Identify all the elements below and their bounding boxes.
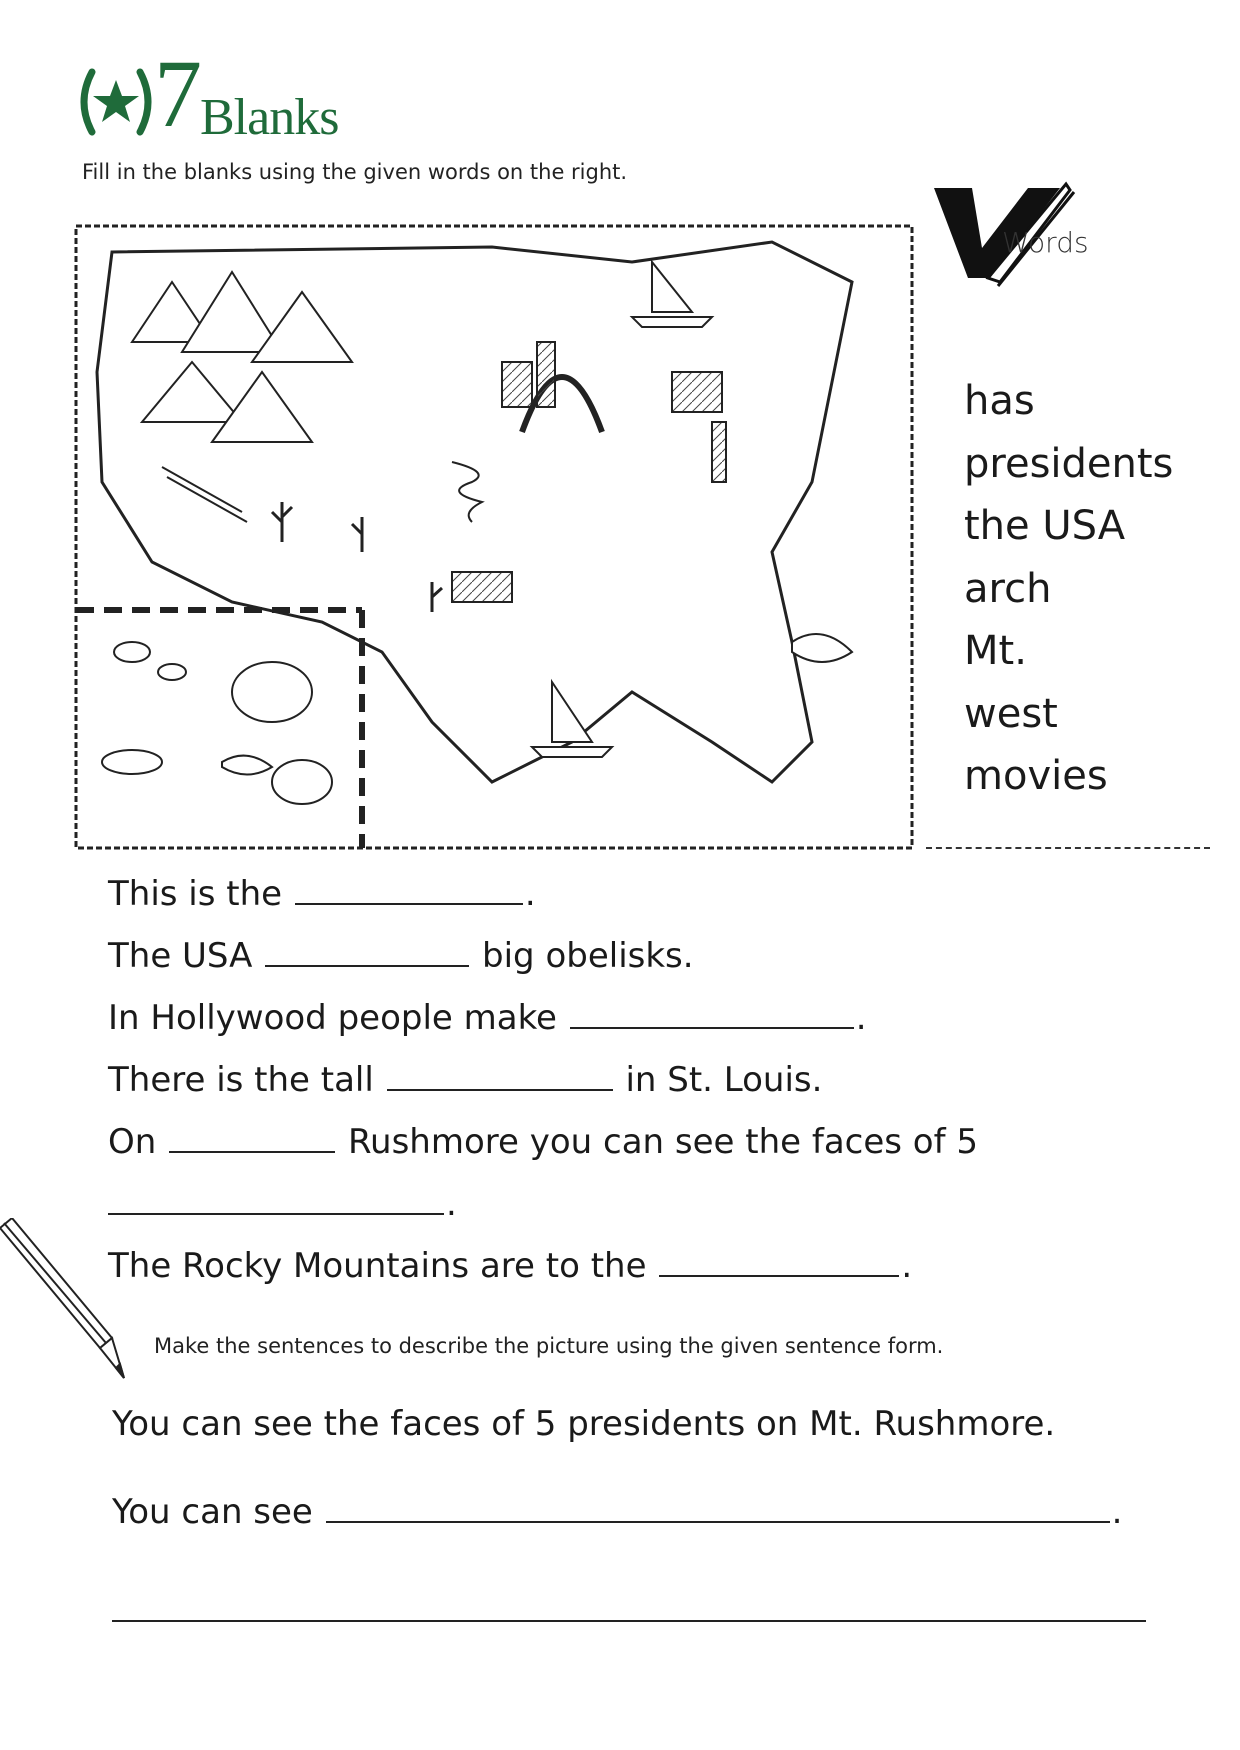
sentence-text: big obelisks. xyxy=(482,936,694,976)
sentence-1 xyxy=(108,874,536,914)
answer-line[interactable] xyxy=(326,1493,1110,1523)
sentence-text: The USA xyxy=(108,936,253,976)
word-item: movies xyxy=(964,753,1108,799)
prompt-sentence xyxy=(112,1492,1122,1532)
sentence-3 xyxy=(108,998,867,1038)
logo-title: Blanks xyxy=(200,89,339,146)
answer-blank[interactable] xyxy=(169,1123,335,1153)
word-list xyxy=(964,370,1173,808)
section2-instruction: Make the sentences to describe the picture using the given sentence form. xyxy=(154,1334,944,1358)
words-box-title: Words xyxy=(1002,226,1089,259)
sentence-text: On xyxy=(108,1122,157,1162)
sentence-text: The Rocky Mountains are to the xyxy=(108,1246,647,1286)
word-item: the USA xyxy=(964,503,1126,549)
sentence-text: . xyxy=(1111,1492,1123,1532)
sentence-2 xyxy=(108,936,694,976)
word-item: Mt. xyxy=(964,628,1027,674)
star-icon xyxy=(93,80,139,122)
sentence-text: . xyxy=(446,1184,457,1224)
answer-line-2[interactable] xyxy=(112,1620,1146,1622)
sentence-text: There is the tall xyxy=(108,1060,374,1100)
logo-number: 7 xyxy=(154,40,202,147)
answer-blank[interactable] xyxy=(570,999,854,1029)
example-sentence: You can see the faces of 5 presidents on Mt. Rushmore. xyxy=(112,1404,1056,1444)
sentence-text: This is the xyxy=(108,874,283,914)
sentence-text: In Hollywood people make xyxy=(108,998,557,1038)
word-item: presidents xyxy=(964,440,1174,487)
word-item: has xyxy=(964,378,1035,424)
answer-blank[interactable] xyxy=(659,1247,899,1277)
sentence-text: in St. Louis. xyxy=(625,1060,823,1100)
words-divider xyxy=(926,847,1210,849)
word-item: arch xyxy=(964,565,1052,612)
sentence-6 xyxy=(108,1246,912,1286)
sentence-text: . xyxy=(524,874,536,914)
sentence-text: Rushmore you can see the faces of 5 xyxy=(347,1122,978,1162)
sentence-5 xyxy=(108,1122,978,1162)
answer-blank[interactable] xyxy=(265,937,469,967)
answer-blank[interactable] xyxy=(295,875,523,905)
sentence-4 xyxy=(108,1060,822,1100)
instruction-text: Fill in the blanks using the given words on the right. xyxy=(82,160,628,184)
sentence-text: . xyxy=(901,1246,913,1286)
usa-map-illustration xyxy=(72,222,916,852)
answer-blank[interactable] xyxy=(387,1061,613,1091)
answer-blank[interactable] xyxy=(108,1185,444,1215)
pencil-icon xyxy=(0,1218,140,1383)
word-item: west xyxy=(964,690,1058,737)
sentence-5-continued xyxy=(108,1184,457,1224)
sentence-text: You can see xyxy=(112,1492,313,1532)
sentence-text: . xyxy=(855,998,867,1038)
